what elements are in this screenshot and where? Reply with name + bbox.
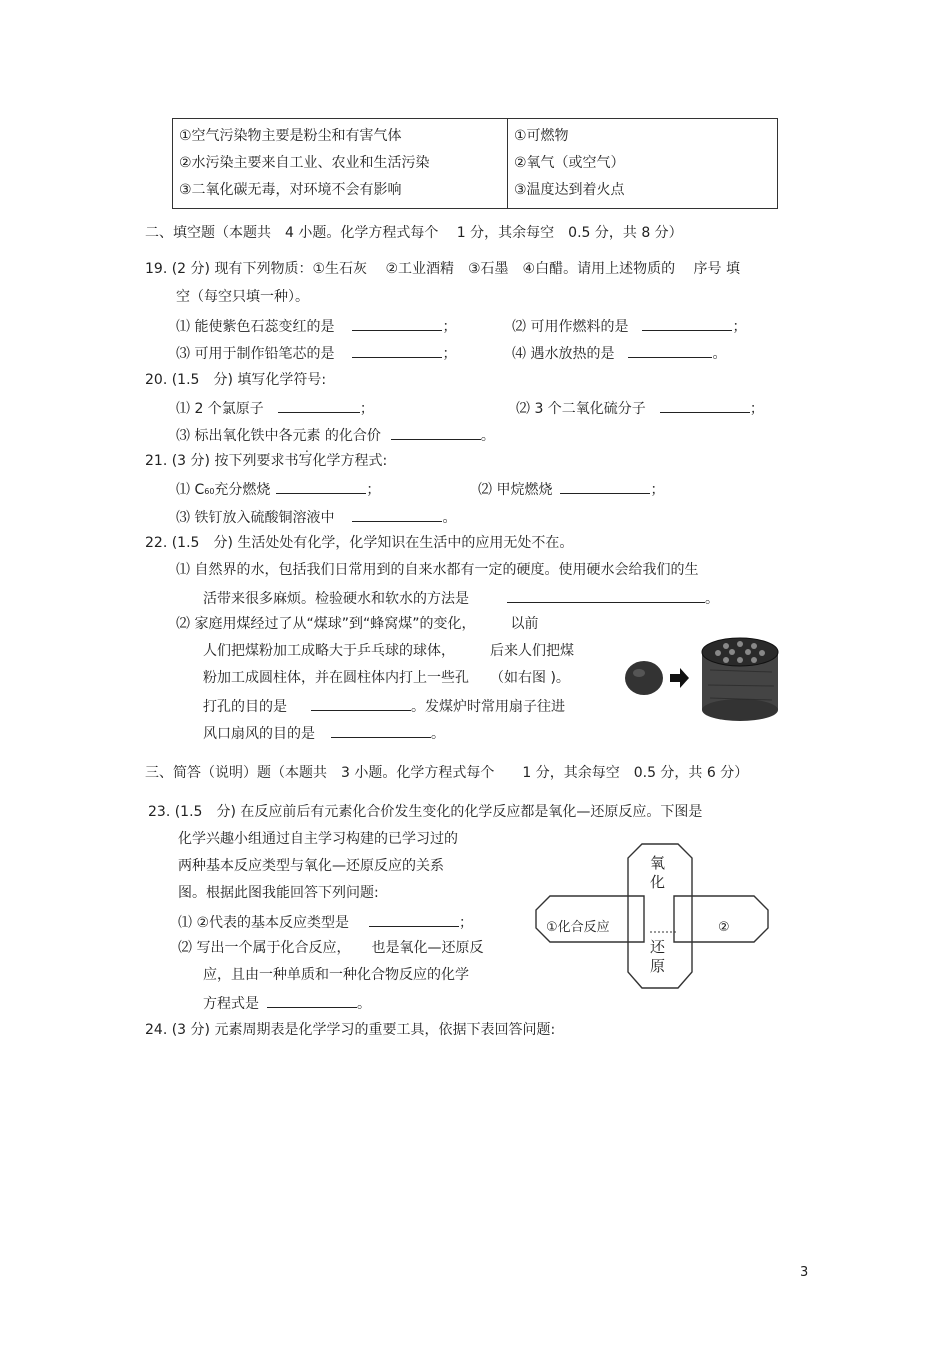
q22-p2-l4-post: 。发煤炉时常用扇子往进: [411, 699, 565, 715]
redox-diagram: [532, 842, 772, 992]
semicolon: ；: [442, 346, 457, 362]
table-left-item: ②水污染主要来自工业、农业和生活污染: [179, 155, 430, 171]
semicolon: ；: [732, 319, 747, 335]
period: 。: [480, 428, 495, 444]
table-left-cell: [173, 119, 508, 209]
q23-a1-text: ⑴ ②代表的基本反应类型是: [178, 915, 350, 931]
semicolon: ；: [366, 482, 381, 498]
q23-a2-l2: 应，且由一种单质和一种化合物反应的化学: [203, 967, 469, 983]
q23-a2-blank[interactable]: [267, 993, 357, 1008]
q19-a2: [512, 316, 746, 336]
honeycomb-briquette: [702, 638, 778, 721]
q22-p1-l1: ⑴ 自然界的水，包括我们日常用到的自来水都有一定的硬度。使用硬水会给我们的生: [176, 562, 699, 578]
q19-a1-blank[interactable]: [352, 316, 442, 331]
table-right-item: ③温度达到着火点: [514, 182, 625, 198]
q19-a2-text: ⑵ 可用作燃料的是: [512, 319, 629, 335]
q19-a3-text: ⑶ 可用于制作铅笔芯的是: [176, 346, 335, 362]
semicolon: ；: [650, 482, 665, 498]
q20-a3-dotted: 元素: [292, 428, 321, 444]
period: 。: [705, 591, 719, 607]
q22-p2-l4-text: 打孔的目的是: [203, 699, 287, 715]
q21-a3-blank[interactable]: [352, 507, 442, 522]
q20-a2: [516, 398, 764, 418]
period: 。: [357, 996, 371, 1012]
q20-a2-blank[interactable]: [660, 398, 750, 413]
q23-a2-l1: ⑵ 写出一个属于化合反应， 也是氧化—还原反: [178, 940, 484, 956]
q23-a1: [178, 912, 473, 932]
diagram-combination-label: ①化合反应: [546, 920, 610, 935]
q20-line1: 20. (1.5 分) 填写化学符号:: [145, 372, 327, 388]
page-number: 3: [800, 1265, 809, 1280]
q22-p2-l1: ⑵ 家庭用煤经过了从“煤球”到“蜂窝煤”的变化， 以前: [176, 616, 539, 632]
semicolon: ；: [359, 401, 374, 417]
q20-a2-text: ⑵ 3 个二氧化硫分子: [516, 401, 646, 417]
q20-a1: [176, 398, 374, 418]
diagram-reduction-1: 还: [650, 938, 666, 956]
coal-ball: [625, 661, 663, 695]
table-left-item: ③二氧化碳无毒，对环境不会有影响: [179, 182, 402, 198]
coal-illustration: [622, 630, 782, 724]
q20-a3: [176, 425, 495, 445]
q22-p1-l2: [203, 588, 719, 608]
q19-a1: [176, 316, 456, 336]
arrow-icon: [670, 668, 689, 688]
q23-line2: 化学兴趣小组通过自主学习构建的已学习过的: [178, 831, 458, 847]
table-right-item: ①可燃物: [514, 128, 569, 144]
q23-a1-blank[interactable]: [369, 912, 459, 927]
q21-a3-text: ⑶ 铁钉放入硫酸铜溶液中: [176, 510, 335, 526]
q19-line1: 19. (2 分) 现有下列物质：①生石灰 ②工业酒精 ③石墨 ④白醋。请用上述物质的 序号 填: [145, 261, 740, 277]
q19-a3: [176, 343, 456, 363]
q23-line4: 图。根据此图我能回答下列问题:: [178, 885, 379, 901]
q21-line1: 21. (3 分) 按下列要求书写化学方程式:: [145, 453, 388, 469]
q21-a2-text: ⑵ 甲烷燃烧: [478, 482, 553, 498]
q21-a2: [478, 479, 664, 499]
table-right-cell: [508, 119, 778, 209]
semicolon: ；: [442, 319, 457, 335]
q21-a1-post: 充分燃烧: [214, 482, 271, 498]
q22-p2-l4: [203, 696, 565, 716]
q19-a1-text: ⑴ 能使紫色石蕊变红的是: [176, 319, 335, 335]
q21-a1: [176, 479, 380, 501]
diagram-oxidation-1: 氧: [650, 854, 666, 872]
table-left-item: ①空气污染物主要是粉尘和有害气体: [179, 128, 402, 144]
q19-a2-blank[interactable]: [642, 316, 732, 331]
table-right-item: ②氧气（或空气）: [514, 155, 625, 171]
q21-a1-sub: 60: [204, 487, 215, 496]
q22-p2-blank2[interactable]: [331, 723, 431, 738]
q20-a3-pre: ⑶ 标出氧化铁中各: [176, 428, 293, 444]
q19-a4-blank[interactable]: [628, 343, 712, 358]
semicolon: ；: [749, 401, 764, 417]
q20-a1-blank[interactable]: [278, 398, 360, 413]
q23-line1: 23. (1.5 分) 在反应前后有元素化合价发生变化的化学反应都是氧化—还原反应。下图是: [148, 804, 703, 820]
q22-p2-l5: [203, 723, 445, 743]
q22-p2-l3: 粉加工成圆柱体，并在圆柱体内打上一些孔 （如右图 )。: [203, 670, 570, 686]
q23-a2-l3-text: 方程式是: [203, 996, 259, 1012]
diagram-reduction-2: 原: [650, 957, 666, 975]
q20-a3-post: 的化合价: [320, 428, 381, 444]
q21-a2-blank[interactable]: [560, 479, 650, 494]
q22-p2-l5-text: 风口扇风的目的是: [203, 726, 315, 742]
q19-a4-text: ⑷ 遇水放热的是: [512, 346, 615, 362]
q22-p2-l2: 人们把煤粉加工成略大于乒乓球的球体， 后来人们把煤: [203, 643, 574, 659]
q21-a3: [176, 507, 456, 527]
diagram-type2-label: ②: [718, 920, 730, 935]
semicolon: ；: [459, 915, 474, 931]
q21-a1-pre: ⑴ C: [176, 482, 205, 498]
q23-line3: 两种基本反应类型与氧化—还原反应的关系: [178, 858, 444, 874]
q22-p1-l2-text: 活带来很多麻烦。检验硬水和软水的方法是: [203, 591, 469, 607]
q20-a3-blank[interactable]: [391, 425, 481, 440]
q19-line2: 空（每空只填一种）。: [176, 289, 309, 305]
q19-a3-blank[interactable]: [352, 343, 442, 358]
period: 。: [442, 510, 457, 526]
q23-a2-l3: [203, 993, 371, 1013]
diagram-oxidation-2: 化: [650, 873, 666, 891]
q22-p1-blank[interactable]: [507, 588, 705, 603]
concept-table: [172, 118, 778, 209]
period: 。: [712, 346, 727, 362]
q24-line1: 24. (3 分) 元素周期表是化学学习的重要工具，依据下表回答问题:: [145, 1022, 556, 1038]
q22-p2-blank1[interactable]: [311, 696, 411, 711]
section3-title: 三、简答（说明）题（本题共 3 小题。化学方程式每个 1 分，其余每空 0.5 分，共 6 分）: [145, 765, 749, 781]
q19-a4: [512, 343, 726, 363]
period: 。: [431, 726, 445, 742]
q20-a1-text: ⑴ 2 个氯原子: [176, 401, 264, 417]
section2-title: 二、填空题（本题共 4 小题。化学方程式每个 1 分，其余每空 0.5 分，共 8 分）: [145, 225, 683, 241]
q22-line1: 22. (1.5 分) 生活处处有化学，化学知识在生活中的应用无处不在。: [145, 535, 574, 551]
q21-a1-blank[interactable]: [276, 479, 366, 494]
